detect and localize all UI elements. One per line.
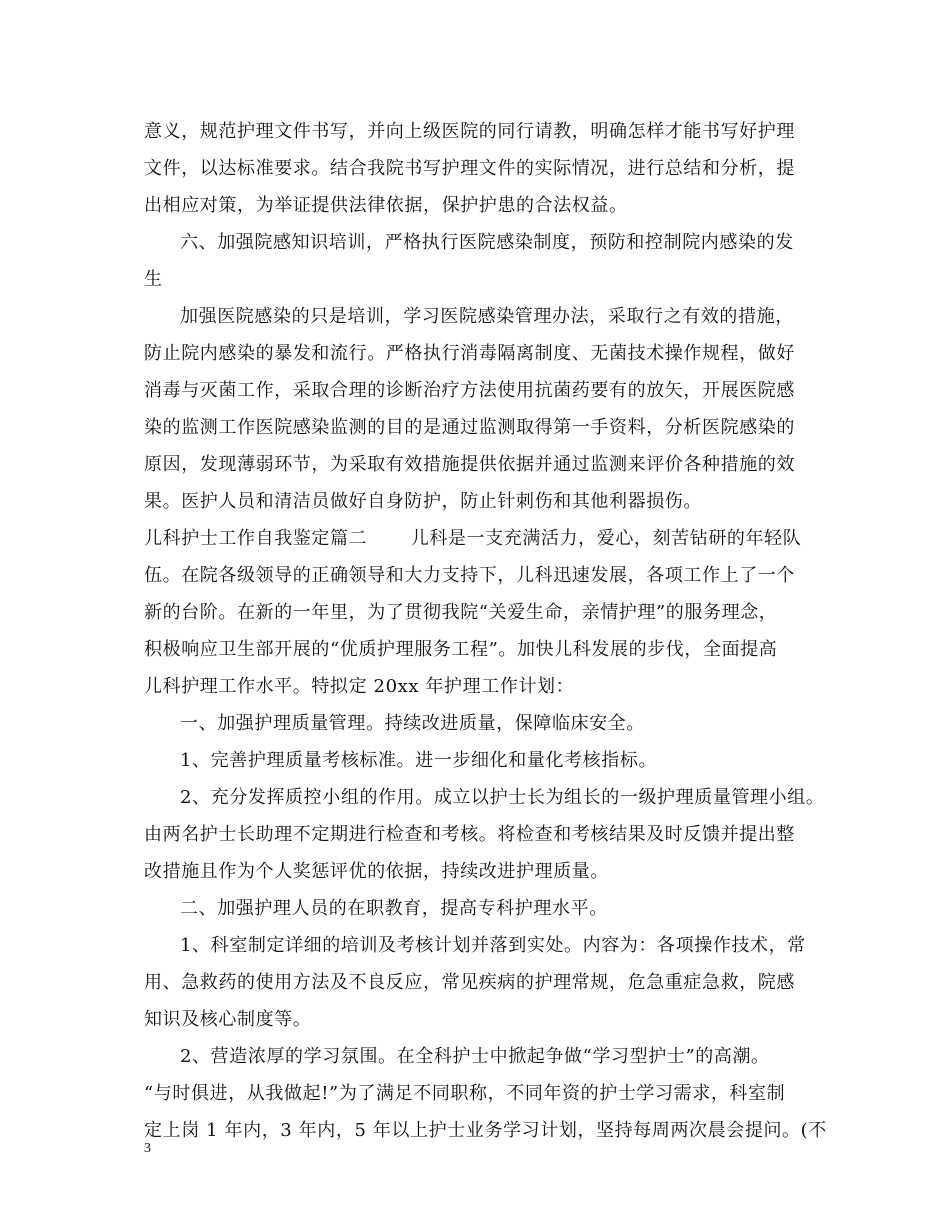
- text-line: 防止院内感染的暴发和流行。严格执行消毒隔离制度、无菌技术操作规程，做好: [144, 343, 795, 364]
- text-line: 定上岗 1 年内，3 年内，5 年以上护士业务学习计划，坚持每周两次晨会提问。(不: [144, 1120, 827, 1141]
- text-line: 知识及核心制度等。: [144, 1009, 312, 1030]
- page-number: 3: [144, 1141, 151, 1156]
- text-line: 消毒与灭菌工作，采取合理的诊断治疗方法使用抗菌药要有的放矢，开展医院感: [144, 380, 795, 401]
- text-line: 积极响应卫生部开展的“优质护理服务工程”。加快儿科发展的步伐，全面提高: [144, 639, 778, 660]
- text-line: 原因，发现薄弱环节，为采取有效措施提供依据并通过监测来评价各种措施的效: [144, 454, 795, 475]
- text-line: 意义，规范护理文件书写，并向上级医院的同行请教，明确怎样才能书写好护理: [144, 121, 795, 142]
- text-line: 新的台阶。在新的一年里，为了贯彻我院“关爱生命，亲情护理”的服务理念，: [144, 602, 778, 623]
- article-title-line: 儿科护士工作自我鉴定篇二 儿科是一支充满活力，爱心，刻苦钻研的年轻队: [144, 528, 802, 549]
- list-item: 1、完善护理质量考核标准。进一步细化和量化考核指标。: [180, 750, 658, 771]
- section-heading-continued: 生: [144, 269, 163, 290]
- section-heading: 二、加强护理人员的在职教育，提高专科护理水平。: [180, 898, 608, 919]
- text-line: 儿科护理工作水平。特拟定 20xx 年护理工作计划：: [144, 676, 575, 697]
- section-heading: 一、加强护理质量管理。持续改进质量，保障临床安全。: [180, 713, 645, 734]
- text-line: 加强医院感染的只是培训，学习医院感染管理办法，采取行之有效的措施，: [180, 306, 794, 327]
- text-line: 果。医护人员和清洁员做好自身防护，防止针刺伤和其他利器损伤。: [144, 491, 702, 512]
- list-item: 2、营造浓厚的学习氛围。在全科护士中掀起争做“学习型护士”的高潮。: [180, 1046, 770, 1067]
- list-item: 1、科室制定详细的培训及考核计划并落到实处。内容为：各项操作技术，常: [180, 935, 806, 956]
- text-line: 文件，以达标准要求。结合我院书写护理文件的实际情况，进行总结和分析，提: [144, 158, 795, 179]
- text-line: 染的监测工作医院感染监测的目的是通过监测取得第一手资料，分析医院感染的: [144, 417, 795, 438]
- text-line: “与时俱进，从我做起!”为了满足不同职称，不同年资的护士学习需求，科室制: [144, 1083, 786, 1104]
- text-line: 伍。在院各级领导的正确领导和大力支持下，儿科迅速发展，各项工作上了一个: [144, 565, 795, 586]
- text-line: 改措施且作为个人奖惩评优的依据，持续改进护理质量。: [144, 861, 609, 882]
- list-item: 2、充分发挥质控小组的作用。成立以护士长为组长的一级护理质量管理小组。: [180, 787, 825, 808]
- text-line: 用、急救药的使用方法及不良反应，常见疾病的护理常规，危急重症急救，院感: [144, 972, 795, 993]
- text-line: 由两名护士长助理不定期进行检查和考核。将检查和考核结果及时反馈并提出整: [144, 824, 795, 845]
- section-heading: 六、加强院感知识培训，严格执行医院感染制度，预防和控制院内感染的发: [180, 232, 794, 253]
- text-line: 出相应对策，为举证提供法律依据，保护护患的合法权益。: [144, 195, 628, 216]
